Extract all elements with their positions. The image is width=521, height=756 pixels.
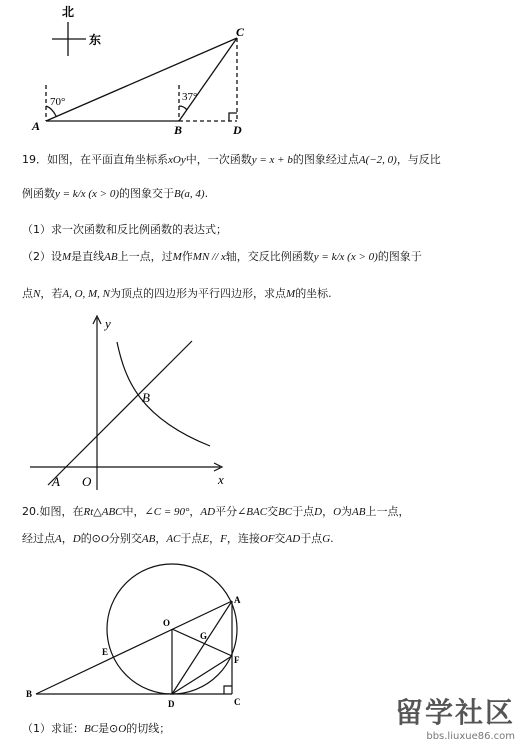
q20-line-1: 20.如图，在Rt△ABC中，∠C = 90°，AD平分∠BAC交BC于点D，O为AB上一点， [22, 505, 410, 518]
linear-function-line [48, 341, 192, 485]
inverse-function-curve [117, 342, 210, 446]
point-b-label: B [142, 390, 150, 405]
watermark [395, 691, 515, 742]
point-c-label: C [236, 25, 245, 39]
figure-1-triangle [0, 0, 521, 140]
compass-north-label: 北 [62, 5, 75, 19]
x-axis-label: x [218, 472, 224, 487]
point-g-label: G [200, 631, 208, 641]
watermark-url: bbs.liuxue86.com [426, 731, 515, 742]
point-o-label: O [163, 618, 171, 628]
q19-line-2: 例函数y = k/x (x > 0)的图象交于B(a, 4). [22, 187, 209, 200]
angle-a-label: 70° [50, 96, 66, 108]
q20-part-1: （1）求证：BC是⊙O的切线； [22, 722, 171, 735]
q20-line-2: 经过点A，D的⊙O分别交AB，AC于点E，F，连接OF交AD于点G. [22, 532, 334, 545]
point-a-label: A [32, 119, 41, 133]
point-f-label: F [234, 655, 240, 665]
watermark-title: 留学社区 [394, 696, 515, 729]
q19-part-2-line-2: 点N，若A, O, M, N为顶点的四边形为平行四边形，求点M的坐标. [22, 287, 332, 300]
right-angle-d [229, 113, 237, 121]
angle-arc-b [179, 106, 187, 110]
point-a-label: A [52, 474, 60, 489]
point-c-label: C [234, 697, 241, 707]
q19-line-1: 19．如图，在平面直角坐标系xOy中，一次函数y = x + b的图象经过点A(−2, 0)，与反比 [22, 153, 441, 166]
q19-part-2-line-1: （2）设M是直线AB上一点，过M作MN // x轴，交反比例函数y = k/x (x > 0)的图象于 [22, 250, 422, 263]
q19-part-1: （1）求一次函数和反比例函数的表达式； [22, 223, 227, 236]
y-axis-label: y [105, 316, 111, 331]
point-d-label: D [233, 123, 242, 137]
angle-b-label: 37° [182, 91, 198, 103]
point-d-label: D [168, 699, 175, 709]
segment-df [172, 656, 232, 694]
origin-label: O [82, 474, 92, 489]
point-a-label: A [234, 595, 241, 605]
compass-east-label: 东 [89, 33, 102, 47]
figure-2-graph [0, 300, 521, 500]
right-angle-c [224, 686, 232, 694]
point-e-label: E [102, 647, 109, 657]
point-b-label: B [26, 689, 33, 699]
point-b-label: B [174, 123, 183, 137]
